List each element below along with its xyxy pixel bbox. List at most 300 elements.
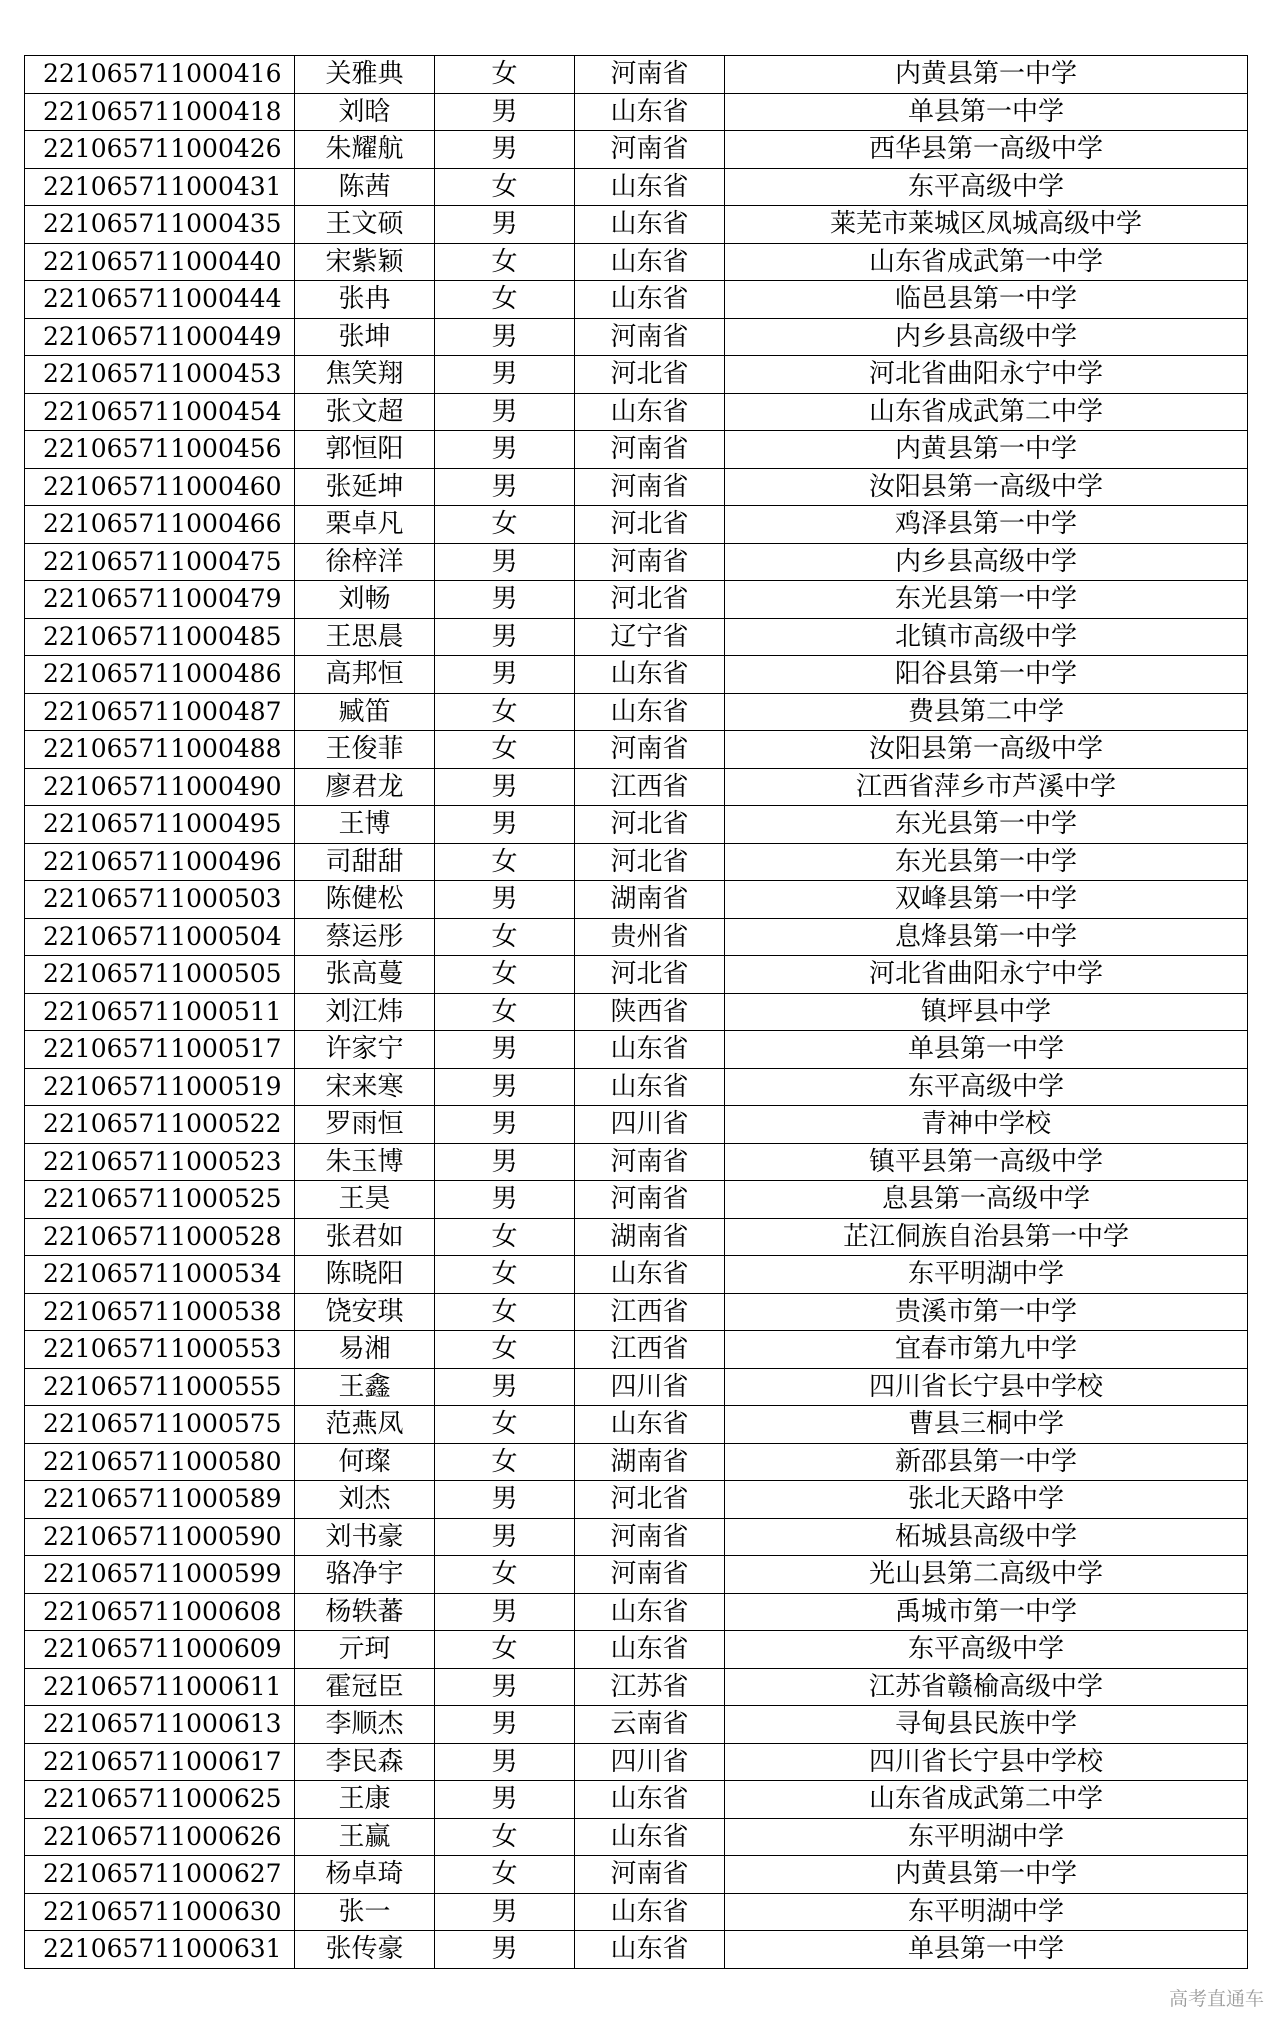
candidate-id-cell: 221065711000575 bbox=[25, 1406, 295, 1444]
gender-cell: 女 bbox=[435, 1331, 575, 1369]
name-cell: 王昊 bbox=[295, 1181, 435, 1219]
province-cell: 河南省 bbox=[575, 1556, 725, 1594]
school-cell: 东平高级中学 bbox=[725, 1068, 1248, 1106]
table-row bbox=[25, 206, 1248, 244]
candidate-id-cell: 221065711000490 bbox=[25, 768, 295, 806]
school-cell: 内乡县高级中学 bbox=[725, 318, 1248, 356]
name-cell: 刘江炜 bbox=[295, 993, 435, 1031]
name-cell: 王康 bbox=[295, 1781, 435, 1819]
school-cell: 新邵县第一中学 bbox=[725, 1443, 1248, 1481]
name-cell: 廖君龙 bbox=[295, 768, 435, 806]
table-row bbox=[25, 468, 1248, 506]
school-cell: 内乡县高级中学 bbox=[725, 543, 1248, 581]
province-cell: 云南省 bbox=[575, 1706, 725, 1744]
candidate-id-cell: 221065711000475 bbox=[25, 543, 295, 581]
school-cell: 东光县第一中学 bbox=[725, 806, 1248, 844]
province-cell: 河南省 bbox=[575, 1518, 725, 1556]
province-cell: 四川省 bbox=[575, 1743, 725, 1781]
province-cell: 河南省 bbox=[575, 468, 725, 506]
candidate-id-cell: 221065711000431 bbox=[25, 168, 295, 206]
candidate-id-cell: 221065711000435 bbox=[25, 206, 295, 244]
name-cell: 刘晗 bbox=[295, 93, 435, 131]
candidate-id-cell: 221065711000416 bbox=[25, 56, 295, 94]
school-cell: 东平明湖中学 bbox=[725, 1893, 1248, 1931]
table-row bbox=[25, 281, 1248, 319]
name-cell: 蔡运彤 bbox=[295, 918, 435, 956]
school-cell: 东平明湖中学 bbox=[725, 1818, 1248, 1856]
gender-cell: 男 bbox=[435, 581, 575, 619]
gender-cell: 女 bbox=[435, 1218, 575, 1256]
name-cell: 杨卓琦 bbox=[295, 1856, 435, 1894]
name-cell: 易湘 bbox=[295, 1331, 435, 1369]
province-cell: 河北省 bbox=[575, 806, 725, 844]
candidate-id-cell: 221065711000485 bbox=[25, 618, 295, 656]
gender-cell: 男 bbox=[435, 1743, 575, 1781]
gender-cell: 女 bbox=[435, 918, 575, 956]
province-cell: 江西省 bbox=[575, 768, 725, 806]
candidate-id-cell: 221065711000525 bbox=[25, 1181, 295, 1219]
province-cell: 山东省 bbox=[575, 1593, 725, 1631]
name-cell: 朱耀航 bbox=[295, 131, 435, 169]
gender-cell: 女 bbox=[435, 693, 575, 731]
name-cell: 李民森 bbox=[295, 1743, 435, 1781]
gender-cell: 女 bbox=[435, 506, 575, 544]
province-cell: 山东省 bbox=[575, 168, 725, 206]
table-row bbox=[25, 581, 1248, 619]
gender-cell: 女 bbox=[435, 1443, 575, 1481]
gender-cell: 女 bbox=[435, 1856, 575, 1894]
gender-cell: 女 bbox=[435, 731, 575, 769]
table-row bbox=[25, 431, 1248, 469]
school-cell: 汝阳县第一高级中学 bbox=[725, 468, 1248, 506]
candidate-id-cell: 221065711000523 bbox=[25, 1143, 295, 1181]
candidate-id-cell: 221065711000449 bbox=[25, 318, 295, 356]
school-cell: 北镇市高级中学 bbox=[725, 618, 1248, 656]
candidate-id-cell: 221065711000453 bbox=[25, 356, 295, 394]
province-cell: 山东省 bbox=[575, 243, 725, 281]
province-cell: 河北省 bbox=[575, 356, 725, 394]
school-cell: 河北省曲阳永宁中学 bbox=[725, 356, 1248, 394]
name-cell: 栗卓凡 bbox=[295, 506, 435, 544]
table-row bbox=[25, 1068, 1248, 1106]
school-cell: 息县第一高级中学 bbox=[725, 1181, 1248, 1219]
school-cell: 柘城县高级中学 bbox=[725, 1518, 1248, 1556]
province-cell: 山东省 bbox=[575, 393, 725, 431]
gender-cell: 女 bbox=[435, 1293, 575, 1331]
school-cell: 鸡泽县第一中学 bbox=[725, 506, 1248, 544]
school-cell: 镇坪县中学 bbox=[725, 993, 1248, 1031]
table-row bbox=[25, 356, 1248, 394]
table-row bbox=[25, 543, 1248, 581]
gender-cell: 男 bbox=[435, 431, 575, 469]
name-cell: 饶安琪 bbox=[295, 1293, 435, 1331]
province-cell: 河北省 bbox=[575, 956, 725, 994]
gender-cell: 女 bbox=[435, 843, 575, 881]
gender-cell: 男 bbox=[435, 1143, 575, 1181]
name-cell: 张文超 bbox=[295, 393, 435, 431]
table-row bbox=[25, 1668, 1248, 1706]
school-cell: 江苏省赣榆高级中学 bbox=[725, 1668, 1248, 1706]
school-cell: 曹县三桐中学 bbox=[725, 1406, 1248, 1444]
province-cell: 河南省 bbox=[575, 1143, 725, 1181]
province-cell: 河北省 bbox=[575, 1481, 725, 1519]
school-cell: 镇平县第一高级中学 bbox=[725, 1143, 1248, 1181]
candidate-id-cell: 221065711000517 bbox=[25, 1031, 295, 1069]
gender-cell: 男 bbox=[435, 1893, 575, 1931]
candidate-id-cell: 221065711000426 bbox=[25, 131, 295, 169]
table-row bbox=[25, 1856, 1248, 1894]
table-row bbox=[25, 1706, 1248, 1744]
name-cell: 陈晓阳 bbox=[295, 1256, 435, 1294]
province-cell: 湖南省 bbox=[575, 881, 725, 919]
name-cell: 臧笛 bbox=[295, 693, 435, 731]
table-row bbox=[25, 56, 1248, 94]
province-cell: 湖南省 bbox=[575, 1218, 725, 1256]
candidate-id-cell: 221065711000440 bbox=[25, 243, 295, 281]
gender-cell: 女 bbox=[435, 1631, 575, 1669]
candidate-id-cell: 221065711000511 bbox=[25, 993, 295, 1031]
name-cell: 司甜甜 bbox=[295, 843, 435, 881]
province-cell: 四川省 bbox=[575, 1368, 725, 1406]
table-row bbox=[25, 993, 1248, 1031]
candidate-id-cell: 221065711000590 bbox=[25, 1518, 295, 1556]
gender-cell: 男 bbox=[435, 1481, 575, 1519]
table-row bbox=[25, 956, 1248, 994]
name-cell: 李顺杰 bbox=[295, 1706, 435, 1744]
name-cell: 骆净宇 bbox=[295, 1556, 435, 1594]
name-cell: 王俊菲 bbox=[295, 731, 435, 769]
gender-cell: 女 bbox=[435, 56, 575, 94]
table-row bbox=[25, 131, 1248, 169]
school-cell: 山东省成武第一中学 bbox=[725, 243, 1248, 281]
gender-cell: 女 bbox=[435, 1556, 575, 1594]
name-cell: 朱玉博 bbox=[295, 1143, 435, 1181]
table-row bbox=[25, 1256, 1248, 1294]
school-cell: 单县第一中学 bbox=[725, 1931, 1248, 1969]
gender-cell: 男 bbox=[435, 1706, 575, 1744]
name-cell: 张传豪 bbox=[295, 1931, 435, 1969]
candidate-id-cell: 221065711000505 bbox=[25, 956, 295, 994]
gender-cell: 男 bbox=[435, 1668, 575, 1706]
name-cell: 张坤 bbox=[295, 318, 435, 356]
province-cell: 山东省 bbox=[575, 281, 725, 319]
name-cell: 高邦恒 bbox=[295, 656, 435, 694]
candidate-id-cell: 221065711000503 bbox=[25, 881, 295, 919]
school-cell: 临邑县第一中学 bbox=[725, 281, 1248, 319]
table-row bbox=[25, 1781, 1248, 1819]
table-row bbox=[25, 1406, 1248, 1444]
table-row bbox=[25, 1481, 1248, 1519]
school-cell: 单县第一中学 bbox=[725, 93, 1248, 131]
table-row bbox=[25, 1931, 1248, 1969]
school-cell: 四川省长宁县中学校 bbox=[725, 1368, 1248, 1406]
candidate-id-cell: 221065711000580 bbox=[25, 1443, 295, 1481]
candidate-id-cell: 221065711000466 bbox=[25, 506, 295, 544]
candidate-id-cell: 221065711000519 bbox=[25, 1068, 295, 1106]
name-cell: 杨轶蕃 bbox=[295, 1593, 435, 1631]
name-cell: 张君如 bbox=[295, 1218, 435, 1256]
province-cell: 河南省 bbox=[575, 131, 725, 169]
province-cell: 陕西省 bbox=[575, 993, 725, 1031]
province-cell: 山东省 bbox=[575, 1931, 725, 1969]
province-cell: 山东省 bbox=[575, 693, 725, 731]
province-cell: 辽宁省 bbox=[575, 618, 725, 656]
school-cell: 禹城市第一中学 bbox=[725, 1593, 1248, 1631]
name-cell: 刘书豪 bbox=[295, 1518, 435, 1556]
candidate-id-cell: 221065711000538 bbox=[25, 1293, 295, 1331]
province-cell: 河南省 bbox=[575, 543, 725, 581]
province-cell: 山东省 bbox=[575, 1631, 725, 1669]
name-cell: 张高蔓 bbox=[295, 956, 435, 994]
name-cell: 霍冠臣 bbox=[295, 1668, 435, 1706]
school-cell: 内黄县第一中学 bbox=[725, 431, 1248, 469]
gender-cell: 女 bbox=[435, 168, 575, 206]
gender-cell: 男 bbox=[435, 356, 575, 394]
table-row bbox=[25, 393, 1248, 431]
table-row bbox=[25, 1368, 1248, 1406]
province-cell: 河北省 bbox=[575, 506, 725, 544]
table-row bbox=[25, 1443, 1248, 1481]
name-cell: 罗雨恒 bbox=[295, 1106, 435, 1144]
gender-cell: 女 bbox=[435, 281, 575, 319]
gender-cell: 男 bbox=[435, 806, 575, 844]
province-cell: 江苏省 bbox=[575, 1668, 725, 1706]
gender-cell: 男 bbox=[435, 618, 575, 656]
gender-cell: 女 bbox=[435, 1818, 575, 1856]
school-cell: 山东省成武第二中学 bbox=[725, 393, 1248, 431]
gender-cell: 男 bbox=[435, 468, 575, 506]
table-row bbox=[25, 318, 1248, 356]
candidate-id-cell: 221065711000631 bbox=[25, 1931, 295, 1969]
candidate-id-cell: 221065711000528 bbox=[25, 1218, 295, 1256]
school-cell: 内黄县第一中学 bbox=[725, 1856, 1248, 1894]
name-cell: 范燕凤 bbox=[295, 1406, 435, 1444]
school-cell: 江西省萍乡市芦溪中学 bbox=[725, 768, 1248, 806]
province-cell: 贵州省 bbox=[575, 918, 725, 956]
table-row bbox=[25, 731, 1248, 769]
school-cell: 东平明湖中学 bbox=[725, 1256, 1248, 1294]
gender-cell: 男 bbox=[435, 1368, 575, 1406]
table-row bbox=[25, 1556, 1248, 1594]
candidate-id-cell: 221065711000454 bbox=[25, 393, 295, 431]
school-cell: 河北省曲阳永宁中学 bbox=[725, 956, 1248, 994]
province-cell: 河南省 bbox=[575, 1181, 725, 1219]
table-row bbox=[25, 506, 1248, 544]
name-cell: 刘畅 bbox=[295, 581, 435, 619]
province-cell: 山东省 bbox=[575, 1781, 725, 1819]
gender-cell: 男 bbox=[435, 131, 575, 169]
province-cell: 河南省 bbox=[575, 318, 725, 356]
candidate-id-cell: 221065711000479 bbox=[25, 581, 295, 619]
table-row bbox=[25, 1293, 1248, 1331]
table-row bbox=[25, 656, 1248, 694]
gender-cell: 男 bbox=[435, 1518, 575, 1556]
table-row bbox=[25, 168, 1248, 206]
gender-cell: 男 bbox=[435, 1068, 575, 1106]
candidate-id-cell: 221065711000418 bbox=[25, 93, 295, 131]
table-row bbox=[25, 1631, 1248, 1669]
name-cell: 何璨 bbox=[295, 1443, 435, 1481]
gender-cell: 女 bbox=[435, 956, 575, 994]
candidate-id-cell: 221065711000456 bbox=[25, 431, 295, 469]
gender-cell: 男 bbox=[435, 318, 575, 356]
province-cell: 山东省 bbox=[575, 656, 725, 694]
name-cell: 陈健松 bbox=[295, 881, 435, 919]
school-cell: 双峰县第一中学 bbox=[725, 881, 1248, 919]
name-cell: 王赢 bbox=[295, 1818, 435, 1856]
province-cell: 江西省 bbox=[575, 1331, 725, 1369]
province-cell: 江西省 bbox=[575, 1293, 725, 1331]
school-cell: 内黄县第一中学 bbox=[725, 56, 1248, 94]
name-cell: 焦笑翔 bbox=[295, 356, 435, 394]
candidate-id-cell: 221065711000486 bbox=[25, 656, 295, 694]
candidate-id-cell: 221065711000626 bbox=[25, 1818, 295, 1856]
name-cell: 张延坤 bbox=[295, 468, 435, 506]
candidate-id-cell: 221065711000504 bbox=[25, 918, 295, 956]
table-row bbox=[25, 768, 1248, 806]
roster-table bbox=[24, 55, 1248, 1969]
gender-cell: 男 bbox=[435, 1781, 575, 1819]
table-row bbox=[25, 1143, 1248, 1181]
candidate-id-cell: 221065711000496 bbox=[25, 843, 295, 881]
gender-cell: 女 bbox=[435, 243, 575, 281]
gender-cell: 女 bbox=[435, 993, 575, 1031]
province-cell: 河北省 bbox=[575, 581, 725, 619]
candidate-id-cell: 221065711000555 bbox=[25, 1368, 295, 1406]
candidate-id-cell: 221065711000495 bbox=[25, 806, 295, 844]
province-cell: 山东省 bbox=[575, 1031, 725, 1069]
candidate-id-cell: 221065711000599 bbox=[25, 1556, 295, 1594]
name-cell: 徐梓洋 bbox=[295, 543, 435, 581]
province-cell: 山东省 bbox=[575, 1068, 725, 1106]
candidate-id-cell: 221065711000553 bbox=[25, 1331, 295, 1369]
table-row bbox=[25, 881, 1248, 919]
table-row bbox=[25, 843, 1248, 881]
gender-cell: 男 bbox=[435, 881, 575, 919]
province-cell: 河南省 bbox=[575, 731, 725, 769]
school-cell: 莱芜市莱城区凤城高级中学 bbox=[725, 206, 1248, 244]
table-row bbox=[25, 1743, 1248, 1781]
school-cell: 汝阳县第一高级中学 bbox=[725, 731, 1248, 769]
candidate-id-cell: 221065711000627 bbox=[25, 1856, 295, 1894]
school-cell: 四川省长宁县中学校 bbox=[725, 1743, 1248, 1781]
province-cell: 山东省 bbox=[575, 1406, 725, 1444]
school-cell: 张北天路中学 bbox=[725, 1481, 1248, 1519]
school-cell: 费县第二中学 bbox=[725, 693, 1248, 731]
gender-cell: 男 bbox=[435, 1931, 575, 1969]
province-cell: 河南省 bbox=[575, 431, 725, 469]
school-cell: 青神中学校 bbox=[725, 1106, 1248, 1144]
province-cell: 河南省 bbox=[575, 1856, 725, 1894]
school-cell: 息烽县第一中学 bbox=[725, 918, 1248, 956]
name-cell: 郭恒阳 bbox=[295, 431, 435, 469]
candidate-id-cell: 221065711000609 bbox=[25, 1631, 295, 1669]
candidate-id-cell: 221065711000625 bbox=[25, 1781, 295, 1819]
name-cell: 王鑫 bbox=[295, 1368, 435, 1406]
school-cell: 光山县第二高级中学 bbox=[725, 1556, 1248, 1594]
province-cell: 山东省 bbox=[575, 1818, 725, 1856]
gender-cell: 女 bbox=[435, 1406, 575, 1444]
school-cell: 西华县第一高级中学 bbox=[725, 131, 1248, 169]
candidate-id-cell: 221065711000617 bbox=[25, 1743, 295, 1781]
gender-cell: 女 bbox=[435, 1256, 575, 1294]
gender-cell: 男 bbox=[435, 768, 575, 806]
table-row bbox=[25, 1518, 1248, 1556]
candidate-id-cell: 221065711000444 bbox=[25, 281, 295, 319]
table-row bbox=[25, 93, 1248, 131]
candidate-id-cell: 221065711000611 bbox=[25, 1668, 295, 1706]
province-cell: 河北省 bbox=[575, 843, 725, 881]
province-cell: 四川省 bbox=[575, 1106, 725, 1144]
name-cell: 刘杰 bbox=[295, 1481, 435, 1519]
school-cell: 东光县第一中学 bbox=[725, 581, 1248, 619]
table-row bbox=[25, 806, 1248, 844]
school-cell: 东平高级中学 bbox=[725, 168, 1248, 206]
province-cell: 山东省 bbox=[575, 1893, 725, 1931]
candidate-id-cell: 221065711000534 bbox=[25, 1256, 295, 1294]
school-cell: 芷江侗族自治县第一中学 bbox=[725, 1218, 1248, 1256]
school-cell: 单县第一中学 bbox=[725, 1031, 1248, 1069]
name-cell: 宋来寒 bbox=[295, 1068, 435, 1106]
school-cell: 阳谷县第一中学 bbox=[725, 656, 1248, 694]
candidate-id-cell: 221065711000522 bbox=[25, 1106, 295, 1144]
table-row bbox=[25, 1331, 1248, 1369]
gender-cell: 男 bbox=[435, 1181, 575, 1219]
roster-body bbox=[25, 56, 1248, 1969]
province-cell: 河南省 bbox=[575, 56, 725, 94]
gender-cell: 男 bbox=[435, 93, 575, 131]
name-cell: 许家宁 bbox=[295, 1031, 435, 1069]
gender-cell: 男 bbox=[435, 543, 575, 581]
school-cell: 东平高级中学 bbox=[725, 1631, 1248, 1669]
school-cell: 贵溪市第一中学 bbox=[725, 1293, 1248, 1331]
gender-cell: 男 bbox=[435, 1031, 575, 1069]
name-cell: 关雅典 bbox=[295, 56, 435, 94]
table-row bbox=[25, 1181, 1248, 1219]
candidate-id-cell: 221065711000460 bbox=[25, 468, 295, 506]
school-cell: 宜春市第九中学 bbox=[725, 1331, 1248, 1369]
table-row bbox=[25, 1218, 1248, 1256]
table-row bbox=[25, 918, 1248, 956]
candidate-id-cell: 221065711000613 bbox=[25, 1706, 295, 1744]
table-row bbox=[25, 618, 1248, 656]
name-cell: 张冉 bbox=[295, 281, 435, 319]
table-row bbox=[25, 243, 1248, 281]
school-cell: 东光县第一中学 bbox=[725, 843, 1248, 881]
candidate-id-cell: 221065711000608 bbox=[25, 1593, 295, 1631]
candidate-id-cell: 221065711000630 bbox=[25, 1893, 295, 1931]
candidate-id-cell: 221065711000488 bbox=[25, 731, 295, 769]
table-row bbox=[25, 693, 1248, 731]
candidate-id-cell: 221065711000487 bbox=[25, 693, 295, 731]
watermark: 高考直通车 bbox=[1168, 1988, 1264, 2010]
table-row bbox=[25, 1031, 1248, 1069]
name-cell: 宋紫颖 bbox=[295, 243, 435, 281]
name-cell: 王思晨 bbox=[295, 618, 435, 656]
province-cell: 湖南省 bbox=[575, 1443, 725, 1481]
province-cell: 山东省 bbox=[575, 1256, 725, 1294]
gender-cell: 男 bbox=[435, 1106, 575, 1144]
table-row bbox=[25, 1106, 1248, 1144]
candidate-id-cell: 221065711000589 bbox=[25, 1481, 295, 1519]
name-cell: 陈茜 bbox=[295, 168, 435, 206]
gender-cell: 男 bbox=[435, 656, 575, 694]
gender-cell: 男 bbox=[435, 206, 575, 244]
school-cell: 山东省成武第二中学 bbox=[725, 1781, 1248, 1819]
gender-cell: 男 bbox=[435, 1593, 575, 1631]
table-row bbox=[25, 1893, 1248, 1931]
province-cell: 山东省 bbox=[575, 206, 725, 244]
